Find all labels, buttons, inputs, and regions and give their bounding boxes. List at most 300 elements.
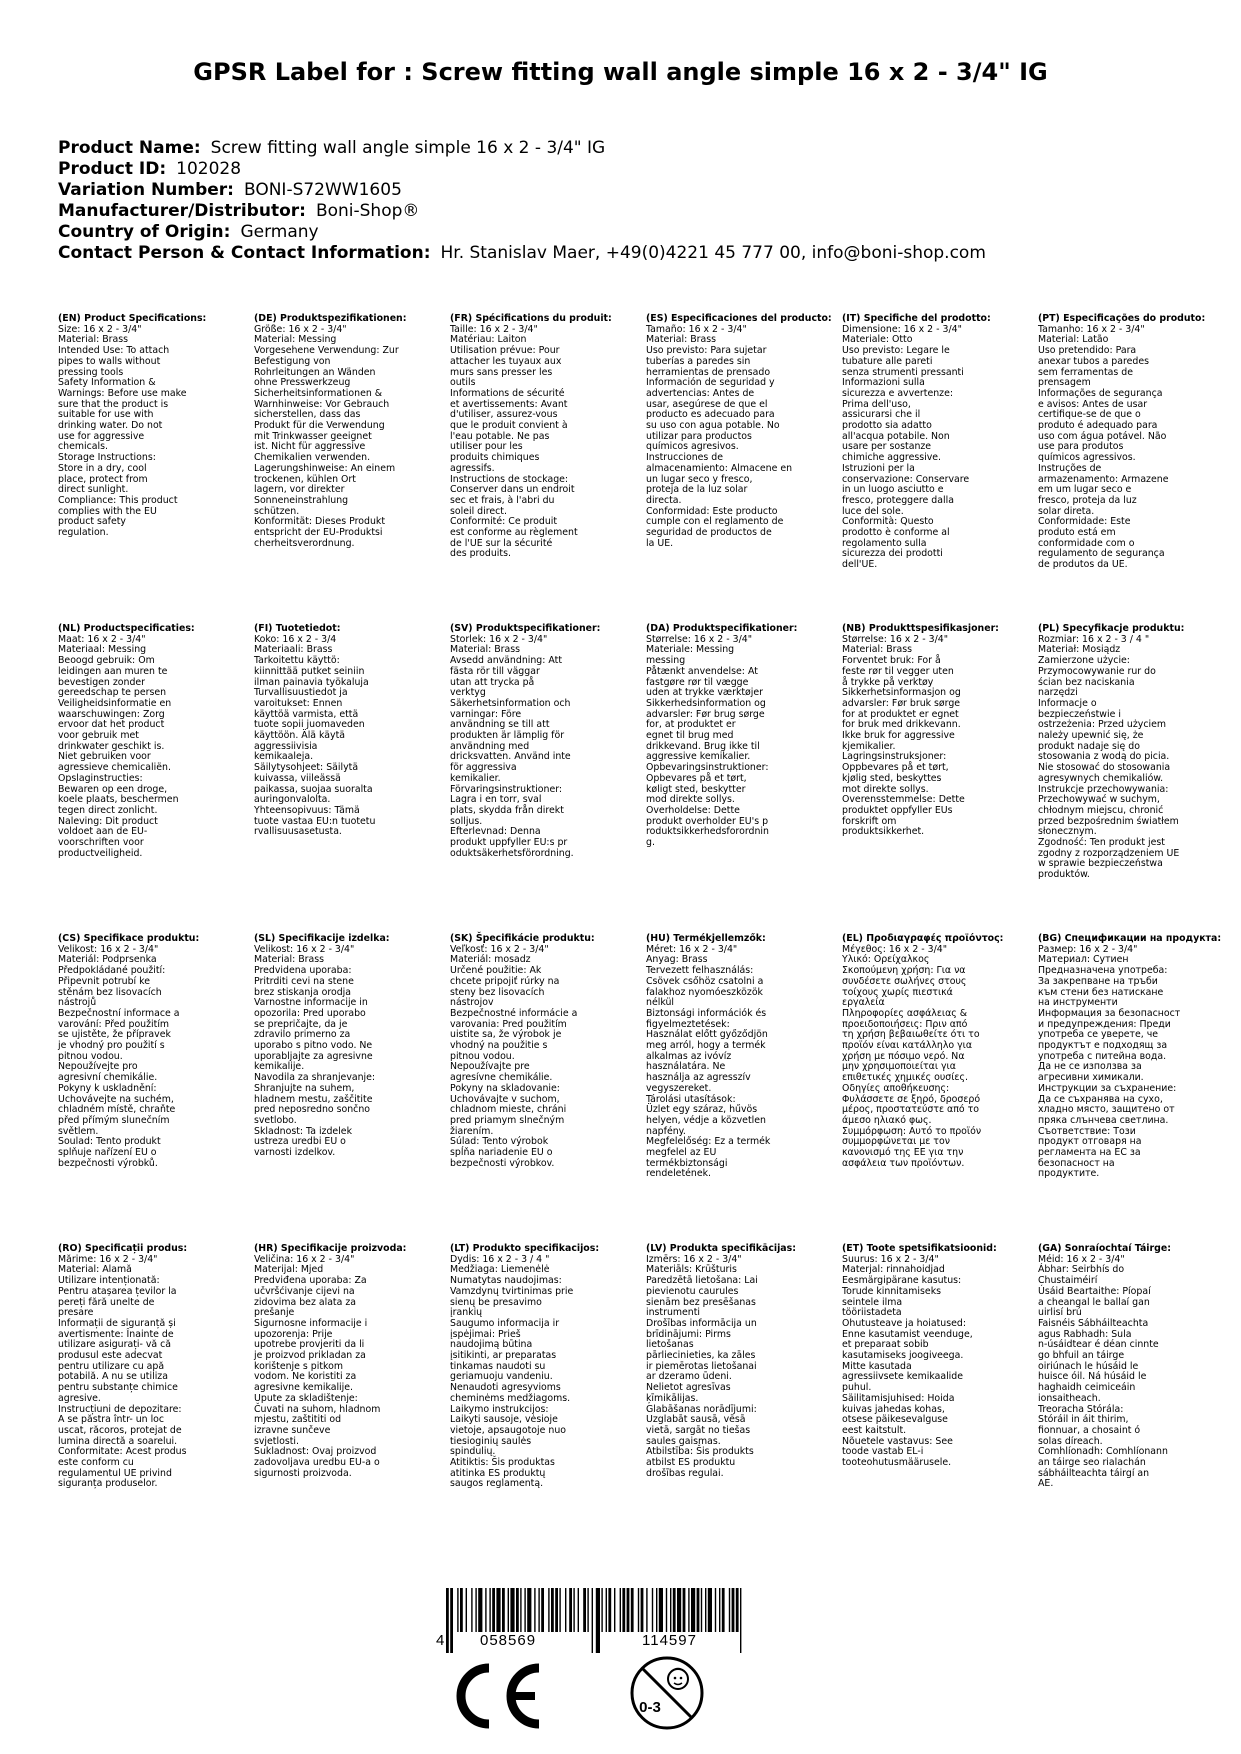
spec-line: įspėjimai: Prieš bbox=[450, 1328, 521, 1340]
spec-line: cheminėms medžiagoms. bbox=[450, 1392, 571, 1404]
barcode-bar bbox=[666, 1588, 667, 1632]
spec-line: zdravilo primerno za bbox=[254, 1029, 351, 1041]
spec-block bbox=[646, 624, 838, 849]
spec-line: produkten är lämplig för bbox=[450, 730, 565, 742]
spec-line: Lagerungshinweise: An einem bbox=[254, 462, 396, 474]
barcode-bar bbox=[569, 1588, 572, 1632]
spec-line: produkt uppfyller EU:s pr bbox=[450, 837, 568, 849]
spec-line: Πληροφορίες ασφάλειας & bbox=[842, 1007, 968, 1019]
spec-heading: (CS) Specifikace produktu: bbox=[58, 933, 200, 944]
spec-line: verktyg bbox=[450, 687, 486, 699]
spec-line: produto é adequado para bbox=[1038, 420, 1158, 432]
spec-line: lietošanas bbox=[646, 1339, 694, 1351]
country-of-origin-label: Country of Origin: bbox=[58, 222, 231, 242]
spec-line: sec et frais, à l'abri du bbox=[450, 494, 555, 506]
spec-line: napfény. bbox=[646, 1125, 686, 1137]
spec-line: sábháilteachta táirgí an bbox=[1038, 1467, 1150, 1479]
spec-line: įrankių bbox=[450, 1307, 483, 1319]
spec-line: regulamento de segurança bbox=[1038, 548, 1165, 560]
spec-line: Информация за безопасност bbox=[1038, 1007, 1181, 1019]
spec-line: μην χρησιμοποιείται για bbox=[842, 1061, 956, 1073]
spec-line: seintele ilma bbox=[842, 1296, 903, 1308]
barcode-bar bbox=[701, 1588, 702, 1632]
spec-line: dell'UE. bbox=[842, 559, 878, 571]
spec-line: este conform cu bbox=[58, 1457, 134, 1469]
spec-line: ist. Nicht für aggressive bbox=[254, 441, 366, 453]
spec-line: uso com água potável. Não bbox=[1038, 430, 1167, 442]
spec-line: rvallisuusasetusta. bbox=[254, 826, 342, 838]
spec-line: Ikke bruk for aggressive bbox=[842, 730, 955, 742]
spec-heading: (ET) Toote spetsifikatsioonid: bbox=[842, 1243, 997, 1254]
spec-line: Navodila za shranjevanje: bbox=[254, 1072, 376, 1084]
spec-line: Material: Brass bbox=[842, 644, 913, 656]
spec-line: ustreza uredbi EU o bbox=[254, 1136, 346, 1148]
spec-line: Säilitamisjuhised: Hoida bbox=[842, 1392, 955, 1404]
spec-line: AE. bbox=[1038, 1478, 1054, 1490]
spec-block bbox=[450, 934, 642, 1169]
spec-line: certifique-se de que o bbox=[1038, 409, 1141, 421]
spec-line: vodom. Ne koristiti za bbox=[254, 1371, 357, 1383]
spec-line: zidovima bez alata za bbox=[254, 1296, 357, 1308]
spec-line: használja az agresszív bbox=[646, 1072, 751, 1084]
spec-line: svjetlosti. bbox=[254, 1435, 299, 1447]
spec-line: des produits. bbox=[450, 548, 511, 560]
spec-line: ασφάλεια των προϊόντων. bbox=[842, 1157, 965, 1169]
spec-line: tuberías a paredes sin bbox=[646, 355, 751, 367]
spec-line: kjølig sted, beskyttes bbox=[842, 772, 942, 784]
spec-line: Nenaudoti agresyvioms bbox=[450, 1382, 561, 1394]
spec-line: d'utiliser, assurez-vous bbox=[450, 409, 558, 421]
spec-line: Υλικό: Ορείχαλκος bbox=[842, 954, 930, 966]
spec-line: sigurnosti proizvoda. bbox=[254, 1467, 352, 1479]
spec-line: tööriistadeta bbox=[842, 1307, 902, 1319]
spec-line: Materiał: Mosiądz bbox=[1038, 644, 1121, 656]
spec-heading: (PL) Specyfikacje produktu: bbox=[1038, 623, 1185, 634]
spec-line: Size: 16 x 2 - 3/4" bbox=[58, 323, 142, 335]
spec-line: Материал: Сутиен bbox=[1038, 954, 1129, 966]
spec-block bbox=[254, 314, 446, 549]
spec-line: agresivní chemikálie. bbox=[58, 1072, 158, 1084]
spec-line: a cheangal le ballaí gan bbox=[1038, 1296, 1150, 1308]
spec-line: Faisnéis Sábháilteachta bbox=[1038, 1317, 1149, 1329]
product-id-value: 102028 bbox=[176, 159, 242, 179]
spec-line: produits chimiques bbox=[450, 452, 540, 464]
spec-line: Informations de sécurité bbox=[450, 387, 565, 399]
spec-block bbox=[58, 314, 250, 539]
spec-line: produto está em bbox=[1038, 527, 1116, 539]
spec-line: paikassa, suojaa suoralta bbox=[254, 783, 373, 795]
spec-line: fästa rör till väggar bbox=[450, 665, 540, 677]
spec-line: aggressiivisia bbox=[254, 740, 318, 752]
spec-line: chimiche aggressive. bbox=[842, 452, 942, 464]
barcode-bar bbox=[548, 1588, 549, 1632]
barcode-numbers bbox=[432, 1632, 762, 1652]
spec-line: uscat, răcoros, protejat de bbox=[58, 1424, 182, 1436]
spec-line: vietā, sargāt no tiešas bbox=[646, 1424, 751, 1436]
spec-line: Material: Messing bbox=[254, 334, 337, 346]
spec-line: ohne Presswerkzeug bbox=[254, 377, 351, 389]
spec-line: Warnings: Before use make bbox=[58, 387, 187, 399]
spec-line: roduktsikkerhedsforordnin bbox=[646, 826, 769, 838]
spec-line: Compliance: This product bbox=[58, 494, 178, 506]
spec-line: regolamento sulla bbox=[842, 537, 927, 549]
spec-line: tubature alle pareti bbox=[842, 355, 933, 367]
spec-line: Forventet bruk: For å bbox=[842, 655, 941, 667]
spec-block bbox=[842, 624, 1034, 838]
spec-line: ar dzeramo ūdeni. bbox=[646, 1371, 732, 1383]
spec-line: an táirge seo rialachán bbox=[1038, 1457, 1146, 1469]
spec-line: voorschriften voor bbox=[58, 837, 144, 849]
spec-line: εργαλεία bbox=[842, 997, 885, 1009]
spec-line: køligt sted, beskytter bbox=[646, 783, 746, 795]
barcode-bar bbox=[614, 1588, 615, 1632]
spec-block bbox=[646, 314, 838, 549]
spec-line: Ábhar: Seirbhís do bbox=[1038, 1264, 1125, 1276]
spec-line: Torude kinnitamiseks bbox=[842, 1285, 942, 1297]
spec-line: pereți fără unelte de bbox=[58, 1296, 155, 1308]
spec-line: Materjal: rinnahoidjad bbox=[842, 1264, 945, 1276]
spec-line: Informacje o bbox=[1038, 697, 1097, 709]
spec-line: potabilă. A nu se utiliza bbox=[58, 1371, 168, 1383]
spec-line: Overensstemmelse: Dette bbox=[842, 794, 965, 806]
spec-line: Material: Brass bbox=[450, 644, 521, 656]
spec-line: upotrebe provjeriti da li bbox=[254, 1339, 365, 1351]
spec-line: regulation. bbox=[58, 527, 109, 539]
spec-block bbox=[1038, 934, 1230, 1180]
spec-block bbox=[842, 314, 1034, 571]
spec-line: Připevnit potrubí ke bbox=[58, 975, 150, 987]
spec-block bbox=[1038, 1244, 1230, 1490]
spec-line: instrumenti bbox=[646, 1307, 701, 1319]
spec-line: Lagringsinstruksjoner: bbox=[842, 751, 947, 763]
spec-line: Συμμόρφωση: Αυτό το προϊόν bbox=[842, 1125, 982, 1137]
barcode-bar bbox=[673, 1588, 676, 1632]
barcode-bar bbox=[587, 1588, 588, 1632]
spec-line: presare bbox=[58, 1307, 94, 1319]
barcode-bar bbox=[638, 1588, 639, 1632]
spec-line: Opslaginstructies: bbox=[58, 772, 143, 784]
spec-line: spindulių. bbox=[450, 1446, 496, 1458]
spec-line: termékbiztonsági bbox=[646, 1157, 728, 1169]
spec-line: Storage Instructions: bbox=[58, 452, 156, 464]
spec-line: oiriúnach le húsáid le bbox=[1038, 1360, 1139, 1372]
spec-line: Conformità: Questo bbox=[842, 516, 934, 528]
barcode-bar bbox=[715, 1588, 716, 1632]
spec-line: químicos agressivos. bbox=[1038, 452, 1136, 464]
spec-line: Przechowywać w suchym, bbox=[1038, 794, 1160, 806]
spec-line: пряка слънчева светлина. bbox=[1038, 1114, 1169, 1126]
spec-line: svetlobo. bbox=[254, 1114, 297, 1126]
spec-line: advarsler: Før bruk sørge bbox=[842, 697, 961, 709]
spec-line: helyen, védje a közvetlen bbox=[646, 1114, 766, 1126]
spec-line: agressifs. bbox=[450, 462, 495, 474]
spec-line: към стени без натискане bbox=[1038, 986, 1164, 998]
spec-line: χρήση με πόσιμο νερό. Να bbox=[842, 1050, 965, 1062]
barcode-bar bbox=[622, 1588, 625, 1632]
spec-line: и предупреждения: Преди bbox=[1038, 1018, 1171, 1030]
spec-line: solljus. bbox=[450, 815, 483, 827]
spec-line: Säkerhetsinformation och bbox=[450, 697, 571, 709]
spec-line: auringonvalolta. bbox=[254, 794, 331, 806]
spec-line: produktsikkerhet. bbox=[842, 826, 925, 838]
spec-line: prodotto sia adatto bbox=[842, 420, 932, 432]
spec-line: leidingen aan muren te bbox=[58, 665, 168, 677]
spec-line: nástrojů bbox=[58, 997, 97, 1009]
spec-line: Numatytas naudojimas: bbox=[450, 1275, 562, 1287]
spec-block bbox=[450, 624, 642, 859]
spec-line: Materiāls: Krūšturis bbox=[646, 1264, 737, 1276]
spec-line: e avisos: Antes de usar bbox=[1038, 398, 1148, 410]
spec-line: Treoracha Stórála: bbox=[1038, 1403, 1124, 1415]
spec-line: продуктът е подходящ за bbox=[1038, 1040, 1168, 1052]
spec-line: produkt overholder EU's p bbox=[646, 815, 769, 827]
spec-line: dricksvatten. Använd inte bbox=[450, 751, 571, 763]
spec-block bbox=[842, 1244, 1034, 1469]
barcode-bar bbox=[478, 1588, 482, 1632]
spec-line: forskrift om bbox=[842, 815, 897, 827]
spec-line: megfelel az EU bbox=[646, 1147, 717, 1159]
spec-line: προειδοποιήσεις: Πριν από bbox=[842, 1018, 968, 1030]
spec-line: pred neposredno sončno bbox=[254, 1104, 370, 1116]
spec-line: fastgøre rør til vægge bbox=[646, 676, 749, 688]
barcode-bar bbox=[492, 1588, 495, 1632]
spec-line: Upute za skladištenje: bbox=[254, 1392, 358, 1404]
spec-line: Shranjujte na suhem, bbox=[254, 1082, 355, 1094]
page-title: GPSR Label for : Screw fitting wall angle simple 16 x 2 - 3/4" IG bbox=[193, 58, 1048, 86]
spec-line: Tamaño: 16 x 2 - 3/4" bbox=[646, 323, 747, 335]
spec-line: Σκοπούμενη χρήση: Για να bbox=[842, 965, 966, 977]
spec-line: Koko: 16 x 2 - 3/4 bbox=[254, 633, 337, 645]
spec-line: advarsler: Før brug sørge bbox=[646, 708, 765, 720]
spec-line: chladném místě, chraňte bbox=[58, 1104, 176, 1116]
spec-line: pentru utilizare cu apă bbox=[58, 1360, 165, 1372]
spec-line: cumple con el reglamento de bbox=[646, 516, 784, 528]
barcode-bar bbox=[457, 1588, 458, 1632]
spec-heading: (EN) Product Specifications: bbox=[58, 313, 207, 324]
barcode-bar bbox=[573, 1588, 574, 1632]
spec-heading: (PT) Especificações do produto: bbox=[1038, 313, 1206, 324]
spec-line: varningar: Före bbox=[450, 708, 522, 720]
spec-line: drinking water. Do not bbox=[58, 420, 163, 432]
spec-line: egnet til brug med bbox=[646, 730, 734, 742]
spec-line: for, at produktet er bbox=[646, 719, 736, 731]
spec-line: ervoor dat het product bbox=[58, 719, 165, 731]
spec-line: Konformität: Dieses Produkt bbox=[254, 516, 386, 528]
spec-line: Beoogd gebruik: Om bbox=[58, 655, 155, 667]
barcode-bar bbox=[646, 1588, 647, 1632]
spec-heading: (DA) Produktspecifikationer: bbox=[646, 623, 798, 634]
spec-line: brīdinājumi: Pirms bbox=[646, 1328, 731, 1340]
spec-line: Veličina: 16 x 2 - 3/4" bbox=[254, 1253, 355, 1265]
spec-line: fresco, proteggere dalla bbox=[842, 494, 954, 506]
spec-line: Warnhinweise: Vor Gebrauch bbox=[254, 398, 390, 410]
spec-line: Eesmärgipärane kasutus: bbox=[842, 1275, 962, 1287]
spec-line: n-úsáidtear é déan cinnte bbox=[1038, 1339, 1159, 1351]
spec-line: Påtænkt anvendelse: At bbox=[646, 665, 758, 677]
spec-line: przed bezpośrednim światłem bbox=[1038, 815, 1179, 827]
spec-line: Turvallisuustiedot ja bbox=[254, 687, 348, 699]
barcode-bar bbox=[705, 1588, 706, 1632]
spec-line: un lugar seco y fresco, bbox=[646, 473, 753, 485]
spec-line: Rozmiar: 16 x 2 - 3 / 4 " bbox=[1038, 633, 1150, 645]
spec-heading: (ES) Especificaciones del producto: bbox=[646, 313, 832, 324]
spec-line: Sikkerhetsinformasjon og bbox=[842, 687, 961, 699]
spec-line: ścian bez naciskania bbox=[1038, 676, 1135, 688]
spec-heading: (BG) Спецификации на продукта: bbox=[1038, 933, 1222, 944]
spec-line: assicurarsi che il bbox=[842, 409, 921, 421]
spec-line: for bruk med drikkevann. bbox=[842, 719, 961, 731]
spec-line: haghaidh ceimiceáin bbox=[1038, 1382, 1136, 1394]
spec-line: Csövek csőhöz csatolni a bbox=[646, 975, 764, 987]
spec-line: tuote vastaa EU:n tuotetu bbox=[254, 815, 376, 827]
spec-line: uporabljajte za agresivne bbox=[254, 1050, 373, 1062]
spec-line: vhodný na použitie s bbox=[450, 1040, 548, 1052]
spec-block bbox=[450, 314, 642, 560]
spec-line: attacher les tuyaux aux bbox=[450, 355, 562, 367]
spec-line: Laikyti sausoje, vėsioje bbox=[450, 1414, 558, 1426]
spec-line: et avertissements: Avant bbox=[450, 398, 568, 410]
spec-line: trockenen, kühlen Ort bbox=[254, 473, 356, 485]
spec-line: Matériau: Laiton bbox=[450, 334, 527, 346]
manufacturer-label: Manufacturer/Distributor: bbox=[58, 201, 306, 221]
spec-line: utan att trycka på bbox=[450, 676, 535, 688]
spec-line: продуктите. bbox=[1038, 1168, 1100, 1180]
spec-line: figyelmeztetések: bbox=[646, 1018, 730, 1030]
spec-line: Úsáid Beartaithe: Píopaí bbox=[1038, 1285, 1151, 1297]
spec-line: Izmērs: 16 x 2 - 3/4" bbox=[646, 1253, 742, 1265]
barcode-bar bbox=[541, 1588, 544, 1632]
spec-line: Vorgesehene Verwendung: Zur bbox=[254, 345, 399, 357]
spec-line: nástrojov bbox=[450, 997, 494, 1009]
spec-line: varovania: Pred použitím bbox=[450, 1018, 567, 1030]
spec-block bbox=[450, 1244, 642, 1490]
spec-line: Instrukcje przechowywania: bbox=[1038, 783, 1169, 795]
spec-line: almacenamiento: Almacene en bbox=[646, 462, 793, 474]
spec-line: schützen. bbox=[254, 505, 300, 517]
spec-line: agus Rabhadh: Sula bbox=[1038, 1328, 1132, 1340]
spec-line: συμμορφώνεται με τον bbox=[842, 1136, 950, 1148]
spec-line: for at produktet er egnet bbox=[842, 708, 959, 720]
spec-line: chladnom mieste, chráni bbox=[450, 1104, 567, 1116]
spec-line: Intended Use: To attach bbox=[58, 345, 170, 357]
spec-line: Atitiktis: Šis produktas bbox=[450, 1457, 555, 1469]
spec-line: Pokyny na skladovanie: bbox=[450, 1082, 560, 1094]
barcode-bar bbox=[502, 1588, 505, 1632]
spec-line: επιθετικές χημικές ουσίες. bbox=[842, 1072, 968, 1084]
spec-line: Säilytysohjeet: Säilytä bbox=[254, 762, 359, 774]
spec-heading: (FR) Spécifications du produit: bbox=[450, 313, 612, 324]
spec-line: ilman painavia työkaluja bbox=[254, 676, 369, 688]
spec-line: eest kaitstult. bbox=[842, 1424, 907, 1436]
barcode-bar bbox=[688, 1588, 689, 1632]
spec-line: varnosti izdelkov. bbox=[254, 1147, 336, 1159]
spec-line: plats, skydda från direkt bbox=[450, 804, 564, 816]
barcode-bar bbox=[729, 1588, 730, 1632]
barcode-group-2: 114597 bbox=[642, 1632, 697, 1649]
spec-heading: (LT) Produkto specifikacijos: bbox=[450, 1243, 600, 1254]
barcode-bar bbox=[524, 1588, 525, 1632]
spec-line: falakhoz nyomóeszközök bbox=[646, 986, 763, 998]
spec-line: Használat előtt győződjön bbox=[646, 1029, 768, 1041]
spec-line: Bewaren op een droge, bbox=[58, 783, 168, 795]
spec-line: tiesioginių saulės bbox=[450, 1435, 532, 1447]
spec-line: vietoje, apsaugotoje nuo bbox=[450, 1424, 567, 1436]
spec-line: Predviđena uporaba: Za bbox=[254, 1275, 367, 1287]
spec-line: Prima dell'uso, bbox=[842, 398, 911, 410]
spec-line: oduktsäkerhetsförordning. bbox=[450, 847, 574, 859]
spec-line: Predvidena uporaba: bbox=[254, 965, 352, 977]
spec-line: Yhteensopivuus: Tämä bbox=[254, 804, 360, 816]
spec-line: Store in a dry, cool bbox=[58, 462, 147, 474]
spec-line: Instruções de bbox=[1038, 462, 1102, 474]
spec-line: Mărime: 16 x 2 - 3/4" bbox=[58, 1253, 158, 1265]
spec-heading: (HR) Specifikacije proizvoda: bbox=[254, 1243, 407, 1254]
spec-line: Materijal: Mjed bbox=[254, 1264, 324, 1276]
barcode-bar bbox=[719, 1588, 720, 1632]
spec-line: агресивни химикали. bbox=[1038, 1072, 1144, 1084]
spec-line: Material: Latão bbox=[1038, 334, 1109, 346]
spec-line: lagern, vor direkter bbox=[254, 484, 345, 496]
spec-line: Materiale: Otto bbox=[842, 334, 913, 346]
contact-label: Contact Person & Contact Information: bbox=[58, 243, 431, 263]
barcode-bar bbox=[601, 1588, 602, 1632]
spec-line: tooteohutusmäärusele. bbox=[842, 1457, 952, 1469]
barcode-bar bbox=[732, 1588, 735, 1632]
barcode-bar bbox=[583, 1588, 586, 1632]
spec-line: Anyag: Brass bbox=[646, 954, 708, 966]
barcode-bar bbox=[722, 1588, 725, 1632]
spec-line: zadovoljava uredbu EU-a o bbox=[254, 1457, 380, 1469]
spec-line: prensagem bbox=[1038, 377, 1091, 389]
spec-line: Předpokládané použití: bbox=[58, 965, 166, 977]
spec-line: Efterlevnad: Denna bbox=[450, 826, 541, 838]
spec-line: uporabo s pitno vodo. Ne bbox=[254, 1040, 373, 1052]
spec-line: utiliser pour les bbox=[450, 441, 523, 453]
spec-line: bevestigen zonder bbox=[58, 676, 146, 688]
spec-line: narzędzi bbox=[1038, 687, 1078, 699]
barcode-bar bbox=[520, 1588, 521, 1632]
barcode-bar bbox=[641, 1588, 644, 1632]
spec-line: Utilizare intenționată: bbox=[58, 1275, 160, 1287]
spec-block bbox=[842, 934, 1034, 1169]
spec-line: feste rør til vegger uten bbox=[842, 665, 954, 677]
spec-line: Bezpečnostní informace a bbox=[58, 1007, 180, 1019]
spec-line: Maat: 16 x 2 - 3/4" bbox=[58, 633, 146, 645]
spec-line: se ujistěte, že přípravek bbox=[58, 1029, 171, 1041]
spec-line: Opbevares på et tørt, bbox=[646, 772, 747, 784]
spec-line: conformidade com o bbox=[1038, 537, 1135, 549]
spec-line: armazenamento: Armazene bbox=[1038, 473, 1169, 485]
spec-line: hladnem mestu, zaščitite bbox=[254, 1093, 373, 1105]
spec-line: agresywnych chemikaliów. bbox=[1038, 772, 1164, 784]
spec-line: koele plaats, beschermen bbox=[58, 794, 179, 806]
spec-line: Materiál: mosadz bbox=[450, 954, 531, 966]
spec-line: outils bbox=[450, 377, 476, 389]
spec-line: Suurus: 16 x 2 - 3/4" bbox=[842, 1253, 939, 1265]
spec-block bbox=[254, 934, 446, 1159]
spec-line: Sigurnosne informacije i bbox=[254, 1317, 368, 1329]
spec-line: toode vastab EL-i bbox=[842, 1446, 924, 1458]
spec-line: Taille: 16 x 2 - 3/4" bbox=[450, 323, 538, 335]
spec-line: světlem. bbox=[58, 1125, 99, 1137]
spec-line: utilizare asigurați- vă că bbox=[58, 1339, 172, 1351]
spec-line: kemikaaleja. bbox=[254, 751, 314, 763]
spec-line: solas díreach. bbox=[1038, 1435, 1103, 1447]
spec-line: gereedschap te persen bbox=[58, 687, 167, 699]
spec-line: használatára. Ne bbox=[646, 1061, 726, 1073]
spec-line: bezpečnosti výrobků. bbox=[58, 1157, 158, 1169]
barcode-group-1: 058569 bbox=[480, 1632, 537, 1649]
